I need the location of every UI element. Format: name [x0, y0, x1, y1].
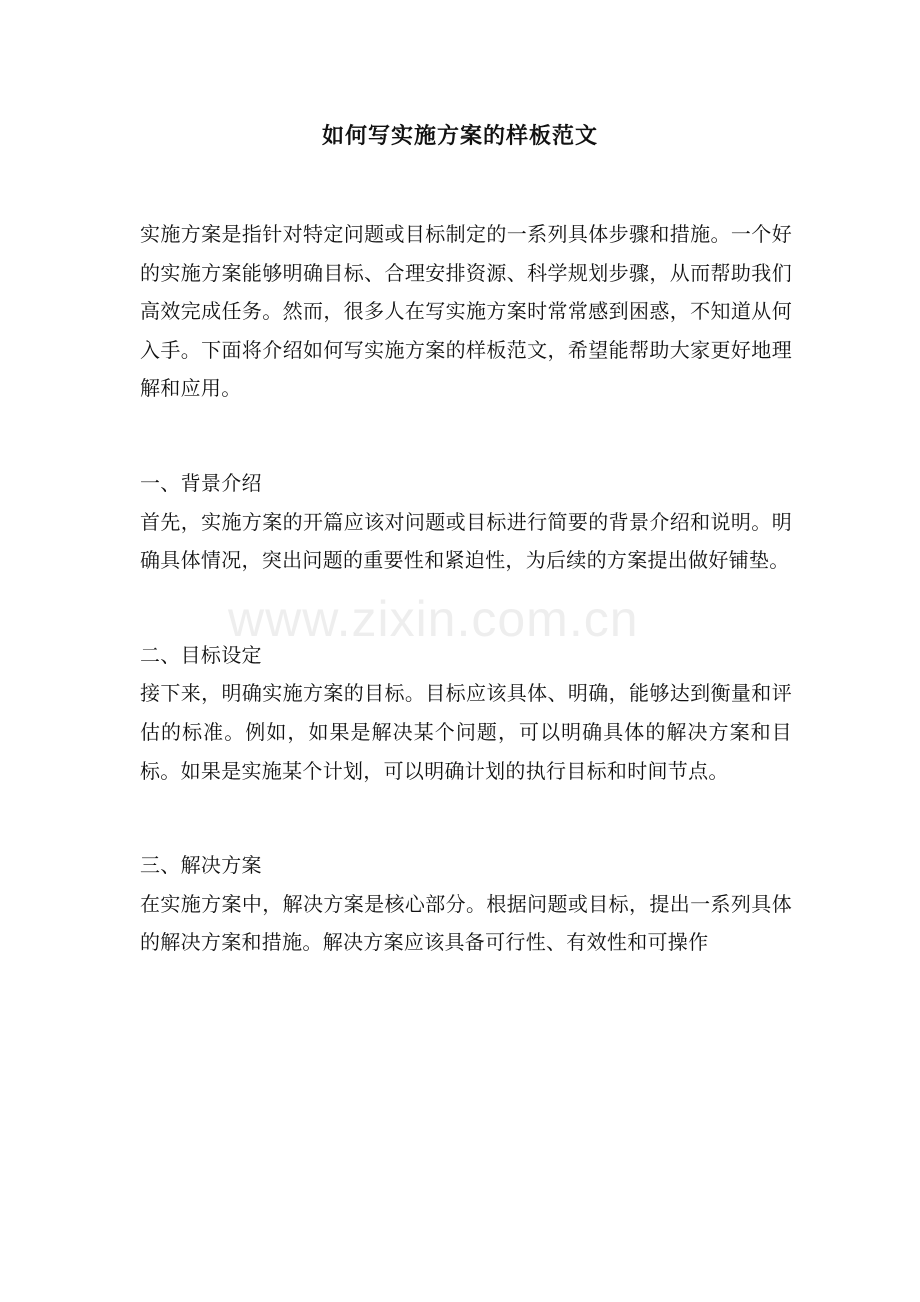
document-title: 如何写实施方案的样板范文 [321, 123, 598, 149]
document-body [140, 215, 792, 962]
section-spacer [140, 580, 792, 636]
section-heading-background: 一、背景介绍 [140, 470, 262, 495]
section-heading-goals: 二、目标设定 [140, 642, 262, 667]
section-heading-solution: 三、解决方案 [140, 853, 262, 878]
watermark: www.zixin.com.cn [228, 591, 639, 647]
section-spacer [140, 790, 792, 846]
section-body-goals: 接下来，明确实施方案的目标。目标应该具体、明确，能够达到衡量和评估的标准。例如，如果是解决某个问题，可以明确具体的解决方案和目标。如果是实施某个计划，可以明确计划的执行目标和时间节点。 [140, 681, 792, 783]
intro-paragraph: 实施方案是指针对特定问题或目标制定的一系列具体步骤和措施。一个好的实施方案能够明确目标、合理安排资源、科学规划步骤，从而帮助我们高效完成任务。然而，很多人在写实施方案时常常感到困惑，不知道从何入手。下面将介绍如何写实施方案的样板范文，希望能帮助大家更好地理解和应用。 [140, 222, 792, 401]
section-body-background: 首先，实施方案的开篇应该对问题或目标进行简要的背景介绍和说明。明确具体情况，突出问题的重要性和紧迫性，为后续的方案提出做好铺垫。 [140, 509, 792, 573]
section-body-solution: 在实施方案中，解决方案是核心部分。根据问题或目标，提出一系列具体的解决方案和措施。解决方案应该具备可行性、有效性和可操作 [140, 891, 792, 955]
section-spacer [140, 408, 792, 464]
